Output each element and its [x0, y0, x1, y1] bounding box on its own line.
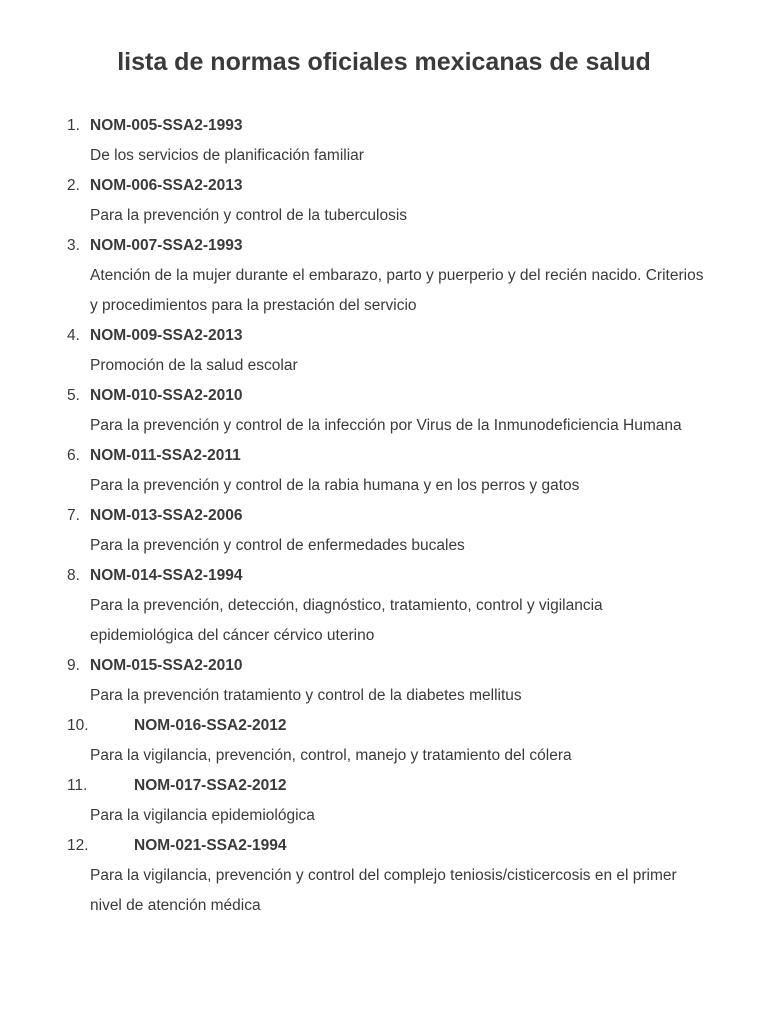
item-header — [0, 831, 768, 861]
norm-description: Para la vigilancia, prevención, control, manejo y tratamiento del cólera — [90, 747, 572, 764]
norm-code: NOM-007-SSA2-1993 — [90, 237, 243, 254]
norm-description: Para la prevención y control de la tuberculosis — [90, 207, 408, 224]
list-item — [0, 771, 768, 831]
norm-description: Para la prevención, detección, diagnóstico, tratamiento, control y vigilancia epidemiológica del cáncer cérvico uterino — [90, 597, 603, 644]
list-item — [0, 441, 768, 501]
item-header — [0, 321, 768, 351]
item-number: 11. — [67, 777, 88, 794]
item-header — [0, 561, 768, 591]
norms-list — [0, 111, 768, 921]
list-item — [0, 381, 768, 441]
list-item — [0, 651, 768, 711]
item-header — [0, 711, 768, 741]
norm-code: NOM-005-SSA2-1993 — [90, 117, 243, 134]
item-number: 10. — [67, 717, 89, 734]
norm-code: NOM-017-SSA2-2012 — [134, 777, 287, 794]
item-header — [0, 231, 768, 261]
item-number: 5. — [67, 387, 80, 404]
norm-description: Promoción de la salud escolar — [90, 357, 298, 374]
norm-description: Para la prevención y control de enfermedades bucales — [90, 537, 465, 554]
item-header — [0, 501, 768, 531]
list-item — [0, 321, 768, 381]
norm-description: De los servicios de planificación familiar — [90, 147, 364, 164]
norm-description: Atención de la mujer durante el embarazo, parto y puerperio y del recién nacido. Criterios y procedimientos para la prestación del servicio — [90, 267, 704, 314]
norm-code: NOM-011-SSA2-2011 — [90, 447, 241, 464]
item-number: 9. — [67, 657, 80, 674]
item-number: 8. — [67, 567, 80, 584]
norm-code: NOM-010-SSA2-2010 — [90, 387, 243, 404]
list-item — [0, 561, 768, 651]
norm-code: NOM-021-SSA2-1994 — [134, 837, 287, 854]
item-header — [0, 171, 768, 201]
norm-code: NOM-009-SSA2-2013 — [90, 327, 243, 344]
norm-description: Para la vigilancia epidemiológica — [90, 807, 315, 824]
item-header — [0, 111, 768, 141]
norm-code: NOM-015-SSA2-2010 — [90, 657, 243, 674]
norm-description: Para la vigilancia, prevención y control del complejo teniosis/cisticercosis en el primer nivel de atención médica — [90, 867, 677, 914]
item-header — [0, 441, 768, 471]
list-item — [0, 831, 768, 921]
item-header — [0, 651, 768, 681]
item-number: 4. — [67, 327, 80, 344]
item-number: 3. — [67, 237, 80, 254]
list-item — [0, 501, 768, 561]
norm-description: Para la prevención tratamiento y control de la diabetes mellitus — [90, 687, 522, 704]
list-item — [0, 111, 768, 171]
item-number: 7. — [67, 507, 80, 524]
item-number: 2. — [67, 177, 80, 194]
list-item — [0, 231, 768, 321]
norm-code: NOM-016-SSA2-2012 — [134, 717, 287, 734]
norm-code: NOM-014-SSA2-1994 — [90, 567, 243, 584]
norm-code: NOM-013-SSA2-2006 — [90, 507, 243, 524]
item-header — [0, 381, 768, 411]
item-number: 12. — [67, 837, 89, 854]
list-item — [0, 711, 768, 771]
norm-description: Para la prevención y control de la infección por Virus de la Inmunodeficiencia Humana — [90, 417, 682, 434]
item-number: 6. — [67, 447, 80, 464]
list-item — [0, 171, 768, 231]
norm-description: Para la prevención y control de la rabia humana y en los perros y gatos — [90, 477, 580, 494]
item-number: 1. — [67, 117, 80, 134]
item-header — [0, 771, 768, 801]
norm-code: NOM-006-SSA2-2013 — [90, 177, 243, 194]
page-title: lista de normas oficiales mexicanas de salud — [117, 48, 651, 76]
